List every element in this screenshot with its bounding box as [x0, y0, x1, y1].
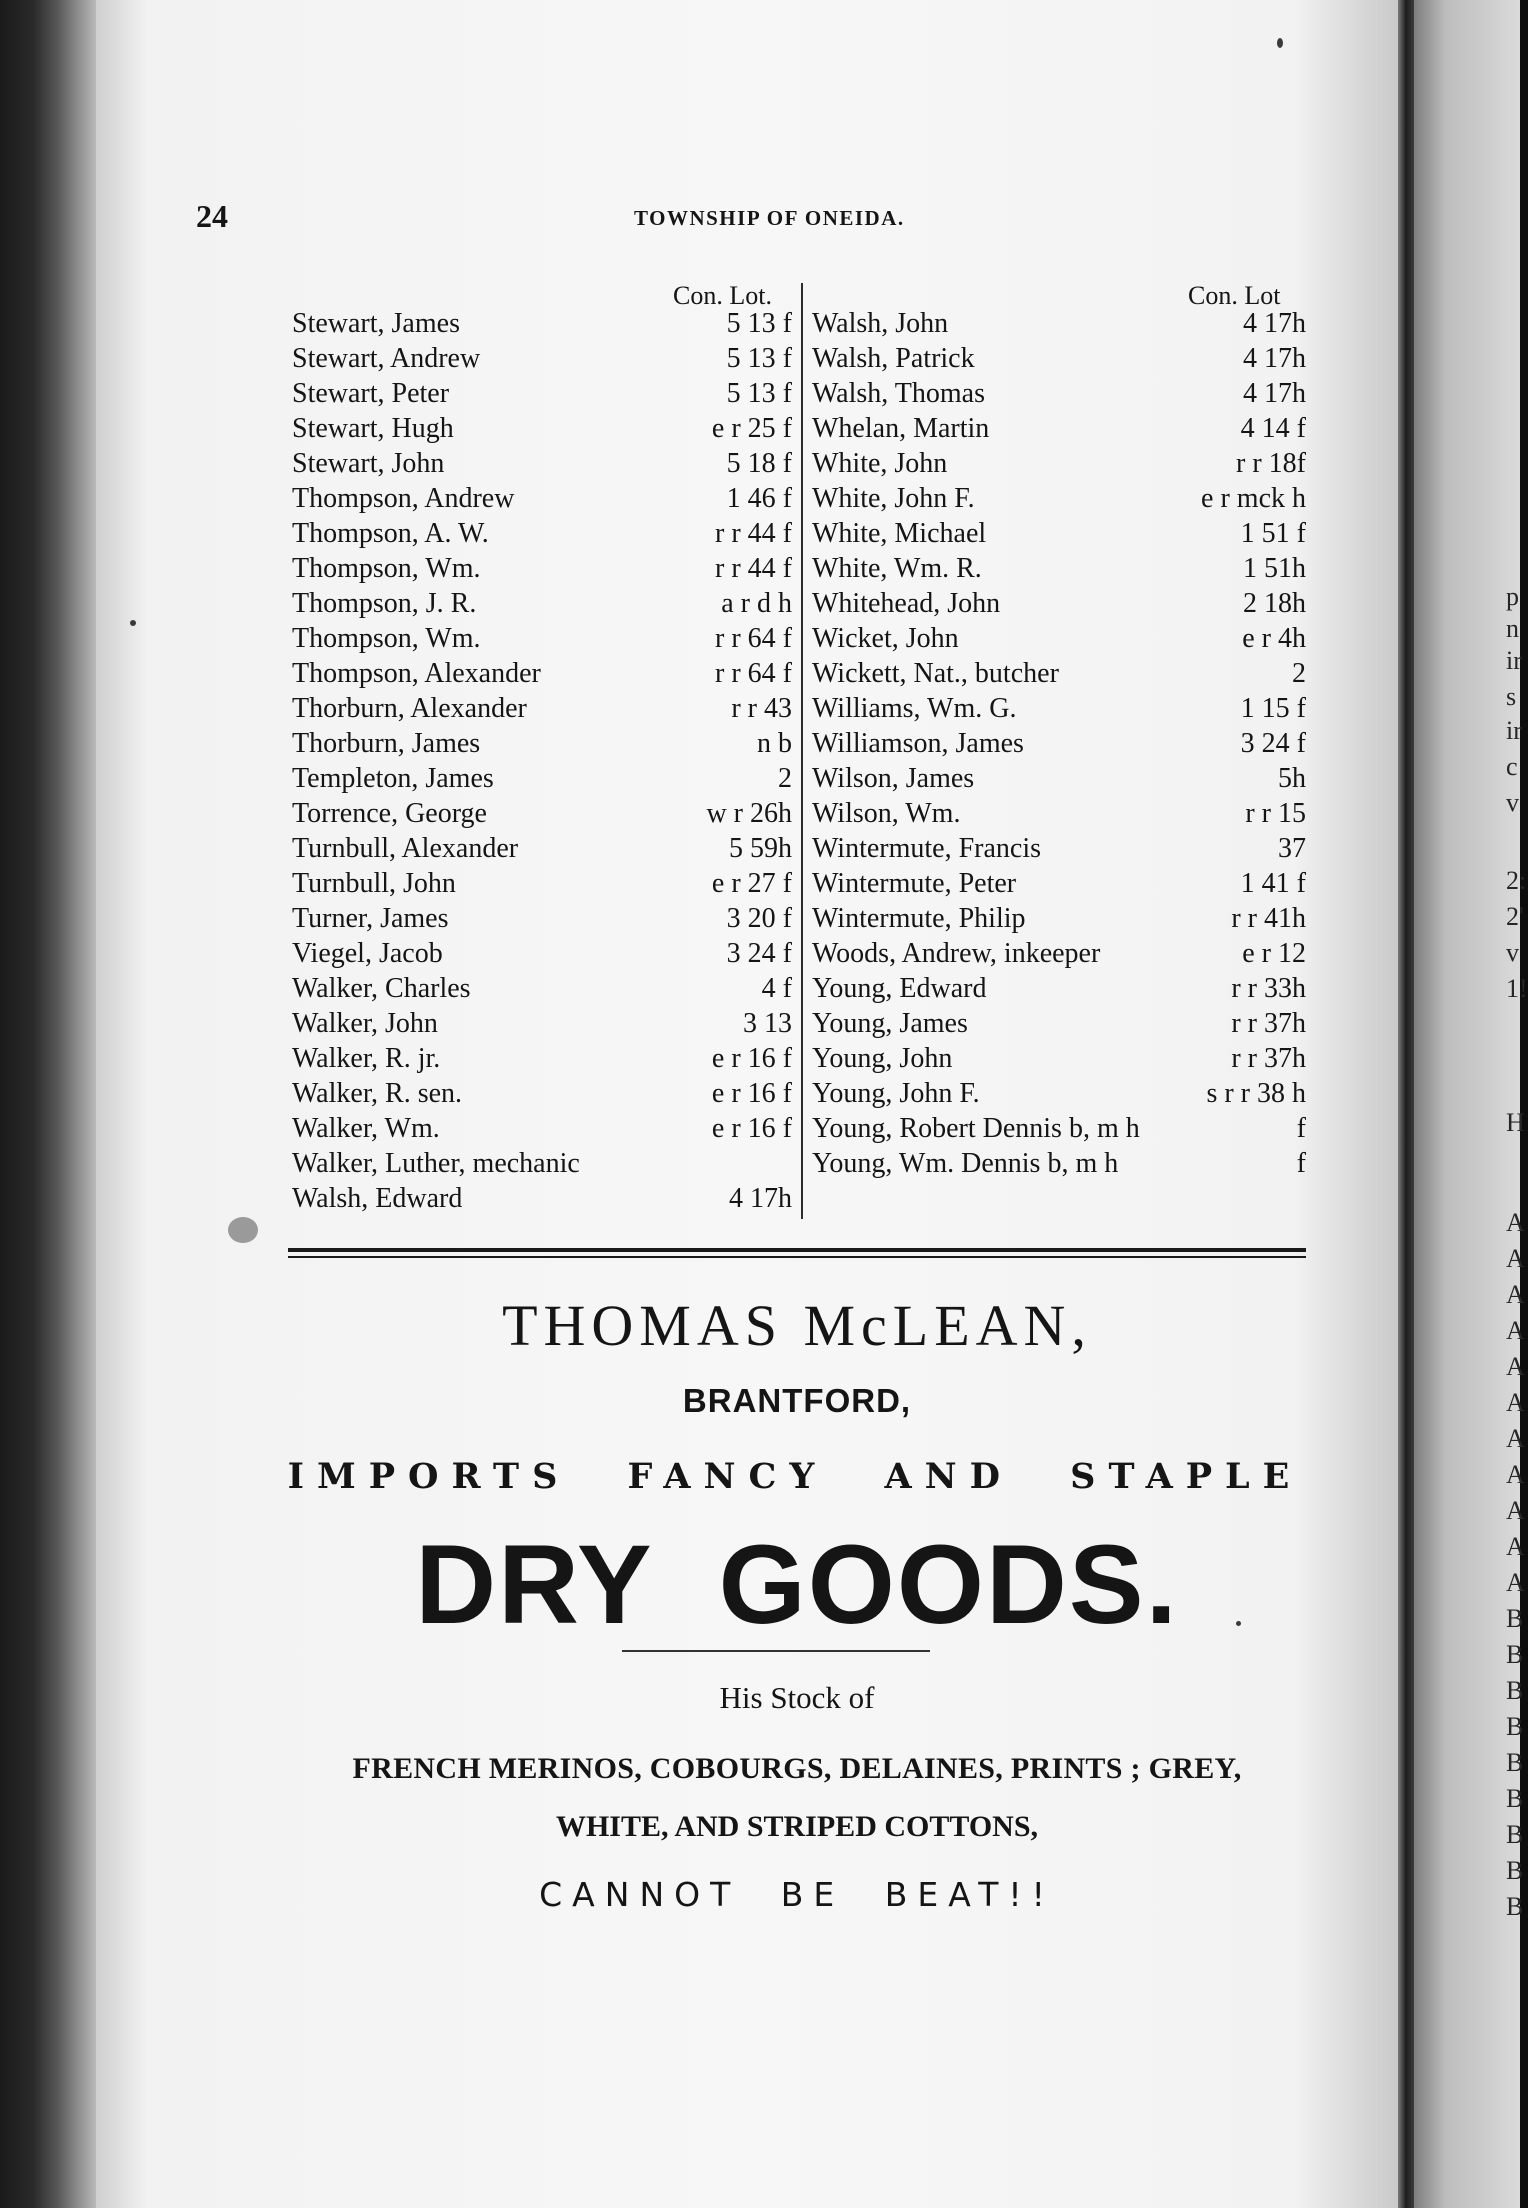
concession-lot: 5h [1278, 763, 1306, 794]
directory-entry [292, 656, 792, 691]
concession-lot: 5 13 f [726, 308, 792, 339]
book-gutter [1398, 0, 1414, 2208]
column-header-left: Con. Lot. [673, 281, 772, 310]
concession-lot: e r 4h [1242, 623, 1306, 654]
directory-entry [812, 831, 1306, 866]
directory-entry [812, 726, 1306, 761]
resident-name: Walker, R. jr. [292, 1043, 441, 1074]
resident-name: Walker, Charles [292, 973, 471, 1004]
concession-lot: e r 12 [1242, 938, 1306, 969]
facing-page-fragment: 2: [1506, 866, 1527, 895]
directory-entry [292, 516, 792, 551]
directory-entry [812, 971, 1306, 1006]
directory-entry [812, 621, 1306, 656]
directory-entry [812, 551, 1306, 586]
page-number: 24 [196, 198, 228, 234]
facing-page-fragment: B [1506, 1640, 1524, 1669]
concession-lot: 3 24 f [726, 938, 792, 969]
facing-page-edge [1414, 0, 1528, 2208]
directory-entry [292, 481, 792, 516]
directory-entry [292, 376, 792, 411]
directory-entry [292, 936, 792, 971]
directory-entry [292, 761, 792, 796]
resident-name: Viegel, Jacob [292, 938, 443, 969]
facing-page-fragment: A [1506, 1532, 1525, 1561]
directory-entry [812, 1111, 1306, 1146]
directory-entry [812, 1041, 1306, 1076]
resident-name: Wickett, Nat., butcher [812, 658, 1059, 689]
facing-page-fragment: v [1506, 938, 1519, 967]
concession-lot: e r 25 f [711, 413, 792, 444]
advertisement-fabrics-line-2: WHITE, AND STRIPED COTTONS, [555, 1810, 1039, 1843]
section-rule-top [288, 1248, 1306, 1252]
running-head: TOWNSHIP OF ONEIDA. [634, 206, 905, 230]
resident-name: White, Michael [812, 518, 987, 549]
resident-name: Templeton, James [292, 763, 494, 794]
facing-page-fragment: 2' [1506, 902, 1524, 931]
concession-lot: s r r 38 h [1206, 1078, 1306, 1109]
concession-lot: 3 20 f [726, 903, 792, 934]
resident-name: Walker, John [292, 1008, 438, 1039]
concession-lot: 1 51 f [1240, 518, 1306, 549]
resident-name: Young, John F. [812, 1078, 980, 1109]
concession-lot: 2 18h [1243, 588, 1306, 619]
resident-name: White, John F. [812, 483, 975, 514]
concession-lot: 5 59h [729, 833, 792, 864]
paper-speck [130, 620, 136, 626]
directory-entry [292, 306, 792, 341]
facing-page-fragment: A [1506, 1460, 1525, 1489]
resident-name: Walsh, John [812, 308, 949, 339]
concession-lot: r r 64 f [715, 658, 792, 689]
directory-entry [292, 621, 792, 656]
facing-page-fragment: H [1506, 1108, 1525, 1137]
resident-name: White, John [812, 448, 948, 479]
concession-lot: 3 24 f [1240, 728, 1306, 759]
directory-entry [812, 1076, 1306, 1111]
directory-entry [292, 1076, 792, 1111]
facing-page-fragment: A [1506, 1208, 1525, 1237]
directory-entry [292, 1146, 792, 1181]
directory-entry [812, 796, 1306, 831]
directory-entry [812, 1006, 1306, 1041]
concession-lot: r r 37h [1231, 1043, 1306, 1074]
facing-page-fragment: c [1506, 752, 1518, 781]
resident-name: Wintermute, Philip [812, 903, 1026, 934]
concession-lot: 37 [1278, 833, 1306, 864]
resident-name: White, Wm. R. [812, 553, 982, 584]
facing-page-fragment: A [1506, 1280, 1525, 1309]
resident-name: Thorburn, Alexander [292, 693, 527, 724]
directory-entry [812, 516, 1306, 551]
resident-name: Wilson, Wm. [812, 798, 961, 829]
facing-page-fragment: ir [1506, 716, 1522, 745]
advertisement-stock-intro: His Stock of [719, 1680, 875, 1715]
directory-entry [812, 411, 1306, 446]
resident-name: Walker, R. sen. [292, 1078, 463, 1109]
resident-name: Thompson, Wm. [292, 623, 481, 654]
facing-page-fragment: B [1506, 1748, 1524, 1777]
paper-speck [1236, 1621, 1241, 1626]
concession-lot: 4 17h [1243, 308, 1306, 339]
directory-entry [292, 726, 792, 761]
concession-lot: e r mck h [1201, 483, 1306, 514]
resident-name: Young, Edward [812, 973, 987, 1004]
directory-entry [292, 971, 792, 1006]
resident-name: Young, John [812, 1043, 953, 1074]
resident-name: Thompson, A. W. [292, 518, 489, 549]
advertisement-fabrics-line-1: FRENCH MERINOS, COBOURGS, DELAINES, PRINTS ; GREY, [352, 1752, 1242, 1785]
advertisement-slogan: CANNOT BE BEAT!! [539, 1875, 1055, 1914]
resident-name: Thorburn, James [292, 728, 481, 759]
directory-entry [812, 656, 1306, 691]
concession-lot: r r 44 f [715, 518, 792, 549]
directory-entry [292, 901, 792, 936]
concession-lot: 4 17h [1243, 343, 1306, 374]
facing-page-fragment: s [1506, 682, 1517, 711]
facing-page-fragment: B [1506, 1604, 1524, 1633]
concession-lot: 3 13 [743, 1008, 792, 1039]
concession-lot: 5 13 f [726, 378, 792, 409]
concession-lot: r r 44 f [715, 553, 792, 584]
book-binding-edge [0, 0, 96, 2208]
directory-entry [292, 1006, 792, 1041]
directory-entry [812, 866, 1306, 901]
directory-entry [812, 341, 1306, 376]
concession-lot: w r 26h [706, 798, 792, 829]
directory-entry [292, 411, 792, 446]
resident-name: Wicket, John [812, 623, 959, 654]
column-divider [801, 283, 803, 1219]
directory-entry [812, 376, 1306, 411]
resident-name: Stewart, John [292, 448, 445, 479]
advertisement-product: DRY GOODS. [415, 1522, 1179, 1647]
concession-lot: a r d h [721, 588, 792, 619]
concession-lot: 1 46 f [726, 483, 792, 514]
facing-page-fragment: A [1506, 1352, 1525, 1381]
directory-entry [292, 831, 792, 866]
resident-name: Young, Wm. Dennis b, m h [812, 1148, 1119, 1179]
concession-lot: e r 16 f [711, 1043, 792, 1074]
facing-page-fragment: n [1506, 614, 1519, 643]
concession-lot: r r 43 [731, 693, 792, 724]
facing-page-fragment: B [1506, 1856, 1524, 1885]
facing-page-fragment: B [1506, 1676, 1524, 1705]
section-rule-bottom [288, 1256, 1306, 1258]
concession-lot: f [1296, 1113, 1306, 1144]
concession-lot: 5 13 f [726, 343, 792, 374]
directory-entry [812, 446, 1306, 481]
facing-page-fragment: A [1506, 1244, 1525, 1273]
concession-lot: 5 18 f [726, 448, 792, 479]
directory-entry [292, 1111, 792, 1146]
resident-name: Young, James [812, 1008, 968, 1039]
resident-name: Wilson, James [812, 763, 975, 794]
concession-lot: 1 41 f [1240, 868, 1306, 899]
directory-entry [292, 796, 792, 831]
directory-entry [292, 866, 792, 901]
concession-lot: e r 16 f [711, 1113, 792, 1144]
concession-lot: f [1296, 1148, 1306, 1179]
concession-lot: 4 14 f [1240, 413, 1306, 444]
concession-lot: 4 17h [1243, 378, 1306, 409]
advertisement-imports-line: IMPORTS FANCY AND STAPLE [287, 1456, 1303, 1497]
facing-page-fragment: A [1506, 1424, 1525, 1453]
concession-lot: r r 15 [1245, 798, 1306, 829]
facing-page-fragment: v [1506, 788, 1519, 817]
resident-name: Walsh, Thomas [812, 378, 985, 409]
resident-name: Thompson, Andrew [292, 483, 515, 514]
directory-entry [292, 1041, 792, 1076]
directory-entry [812, 481, 1306, 516]
facing-page-fragment: A [1506, 1388, 1525, 1417]
directory-entry [292, 551, 792, 586]
concession-lot: r r 18f [1236, 448, 1306, 479]
directory-entry [292, 341, 792, 376]
advertisement-divider [622, 1650, 930, 1652]
resident-name: Wintermute, Peter [812, 868, 1017, 899]
concession-lot: 1 15 f [1240, 693, 1306, 724]
concession-lot: 4 f [761, 973, 792, 1004]
directory-entry [812, 761, 1306, 796]
facing-page-fragment: A [1506, 1316, 1525, 1345]
resident-name: Turnbull, John [292, 868, 456, 899]
resident-name: Walker, Luther, mechanic [292, 1148, 580, 1179]
resident-name: Williams, Wm. G. [812, 693, 1017, 724]
resident-name: Williamson, James [812, 728, 1024, 759]
directory-entry [812, 1146, 1306, 1181]
resident-name: Whelan, Martin [812, 413, 990, 444]
paper-speck [1277, 38, 1283, 48]
facing-page-fragment: B [1506, 1820, 1524, 1849]
resident-name: Stewart, James [292, 308, 460, 339]
directory-entry [292, 446, 792, 481]
resident-name: Walsh, Patrick [812, 343, 975, 374]
facing-page-fragment: p [1506, 582, 1519, 611]
concession-lot: 4 17h [729, 1183, 792, 1214]
concession-lot: 2 [1292, 658, 1306, 689]
resident-name: Torrence, George [292, 798, 487, 829]
resident-name: Whitehead, John [812, 588, 1001, 619]
directory-entry [812, 901, 1306, 936]
concession-lot: e r 27 f [711, 868, 792, 899]
directory-entry [292, 1181, 792, 1216]
resident-name: Wintermute, Francis [812, 833, 1042, 864]
resident-name: Stewart, Hugh [292, 413, 454, 444]
facing-page-fragment: B [1506, 1784, 1524, 1813]
resident-name: Woods, Andrew, inkeeper [812, 938, 1101, 969]
concession-lot: 2 [778, 763, 792, 794]
directory-entry [812, 691, 1306, 726]
paper-blemish [228, 1217, 258, 1243]
resident-name: Walsh, Edward [292, 1183, 463, 1214]
directory-entry [812, 936, 1306, 971]
resident-name: Walker, Wm. [292, 1113, 440, 1144]
facing-page-fragment: A [1506, 1496, 1525, 1525]
concession-lot: n b [757, 728, 792, 759]
advertiser-name: THOMAS McLEAN, [502, 1293, 1092, 1358]
facing-page-fragment: ir [1506, 646, 1522, 675]
concession-lot: r r 37h [1231, 1008, 1306, 1039]
resident-name: Turnbull, Alexander [292, 833, 519, 864]
facing-page-fragment: 1! [1506, 974, 1528, 1003]
concession-lot: r r 64 f [715, 623, 792, 654]
advertiser-town: BRANTFORD, [682, 1382, 912, 1419]
facing-page-fragment: A [1506, 1568, 1525, 1597]
facing-page-fragment: B [1506, 1712, 1524, 1741]
resident-name: Thompson, Wm. [292, 553, 481, 584]
resident-name: Thompson, J. R. [292, 588, 477, 619]
concession-lot: e r 16 f [711, 1078, 792, 1109]
concession-lot: r r 41h [1231, 903, 1306, 934]
facing-page-fragment: B [1506, 1892, 1524, 1921]
resident-name: Stewart, Peter [292, 378, 450, 409]
resident-name: Young, Robert Dennis b, m h [812, 1113, 1140, 1144]
concession-lot: 1 51h [1243, 553, 1306, 584]
directory-entry [292, 691, 792, 726]
concession-lot: r r 33h [1231, 973, 1306, 1004]
column-header-right: Con. Lot [1188, 281, 1281, 310]
directory-entry [812, 306, 1306, 341]
directory-entry [292, 586, 792, 621]
resident-name: Thompson, Alexander [292, 658, 541, 689]
resident-name: Turner, James [292, 903, 449, 934]
resident-name: Stewart, Andrew [292, 343, 481, 374]
directory-entry [812, 586, 1306, 621]
